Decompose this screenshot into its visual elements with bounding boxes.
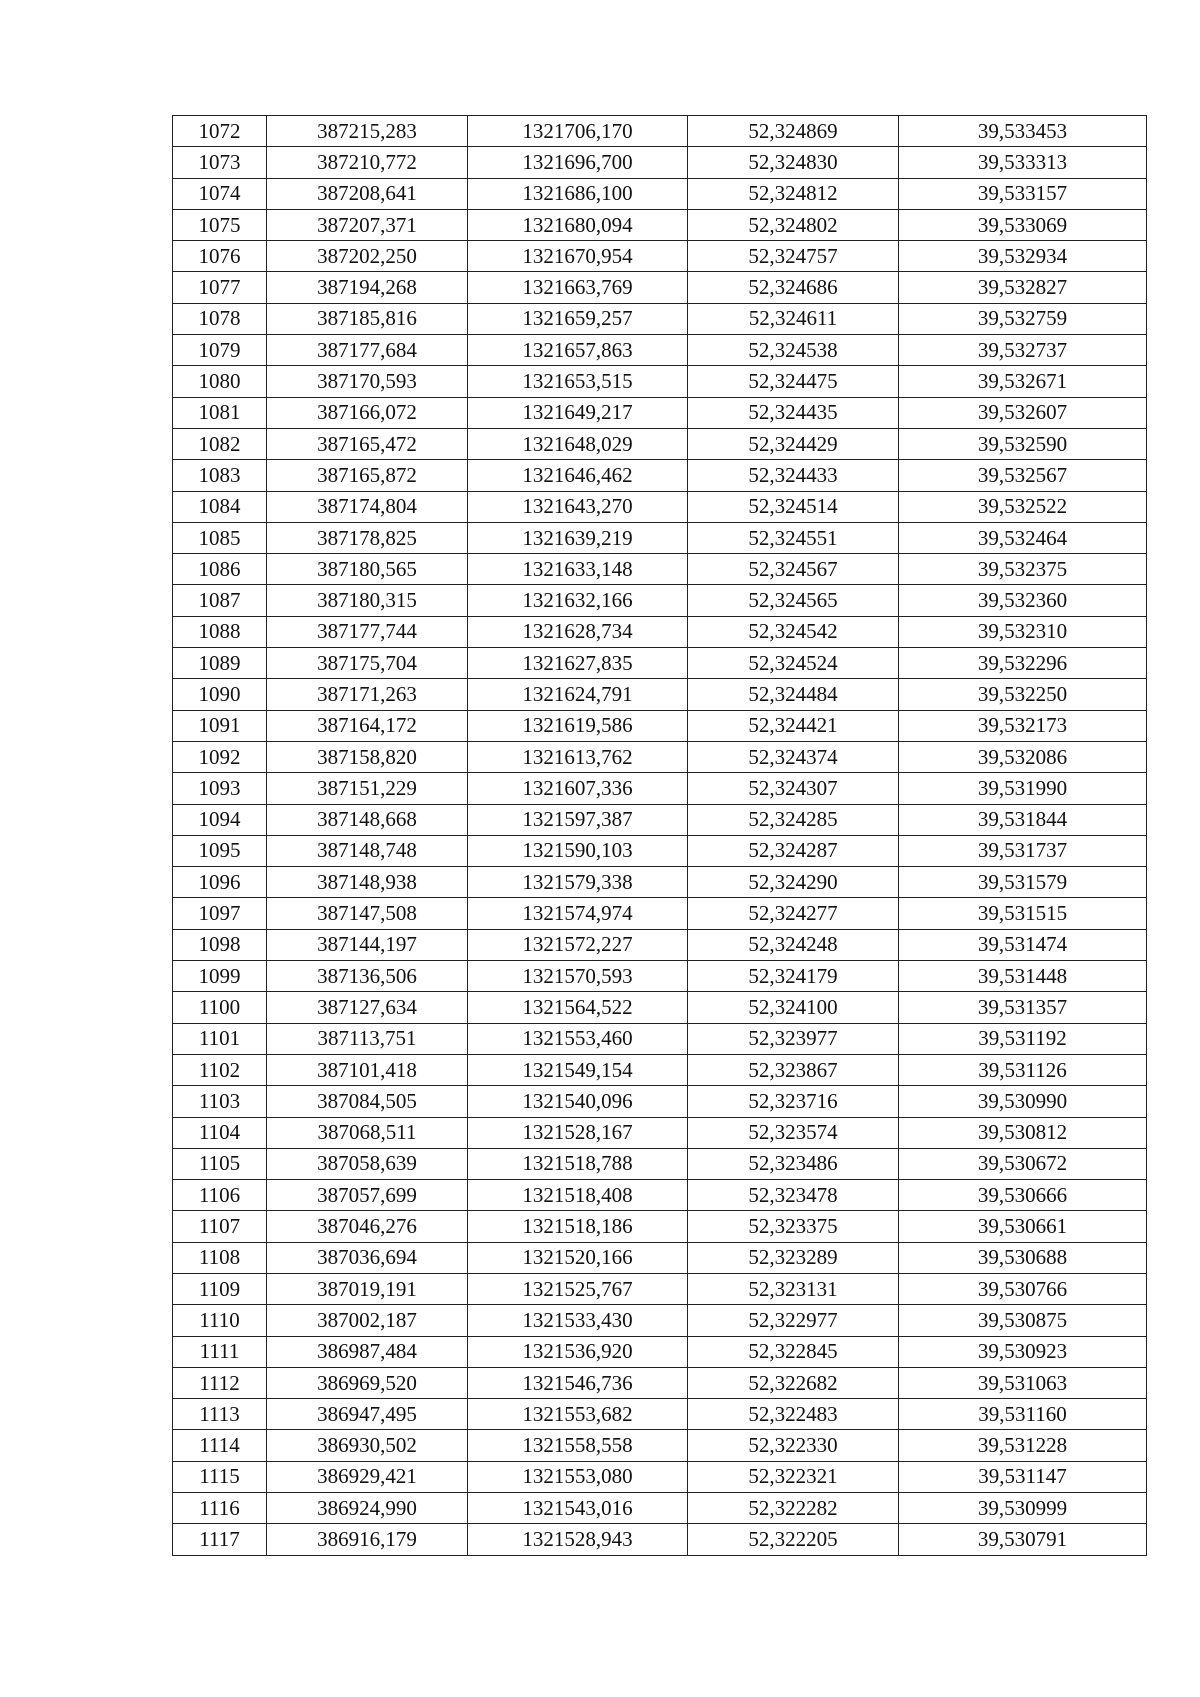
latitude-cell: 52,324524 bbox=[688, 648, 899, 679]
y-coordinate-cell: 1321646,462 bbox=[468, 460, 688, 491]
x-coordinate-cell: 387068,511 bbox=[267, 1117, 468, 1148]
longitude-cell: 39,530688 bbox=[899, 1242, 1147, 1273]
y-coordinate-cell: 1321653,515 bbox=[468, 366, 688, 397]
latitude-cell: 52,322330 bbox=[688, 1430, 899, 1461]
x-coordinate-cell: 387174,804 bbox=[267, 491, 468, 522]
table-row bbox=[173, 554, 1147, 585]
longitude-cell: 39,532759 bbox=[899, 303, 1147, 334]
y-coordinate-cell: 1321574,974 bbox=[468, 898, 688, 929]
point-number-cell: 1114 bbox=[173, 1430, 267, 1461]
latitude-cell: 52,324290 bbox=[688, 867, 899, 898]
longitude-cell: 39,532827 bbox=[899, 272, 1147, 303]
y-coordinate-cell: 1321633,148 bbox=[468, 554, 688, 585]
longitude-cell: 39,531737 bbox=[899, 835, 1147, 866]
latitude-cell: 52,324287 bbox=[688, 835, 899, 866]
longitude-cell: 39,530791 bbox=[899, 1524, 1147, 1555]
x-coordinate-cell: 387158,820 bbox=[267, 741, 468, 772]
y-coordinate-cell: 1321628,734 bbox=[468, 616, 688, 647]
longitude-cell: 39,532375 bbox=[899, 554, 1147, 585]
point-number-cell: 1106 bbox=[173, 1180, 267, 1211]
point-number-cell: 1103 bbox=[173, 1086, 267, 1117]
longitude-cell: 39,530661 bbox=[899, 1211, 1147, 1242]
x-coordinate-cell: 387177,744 bbox=[267, 616, 468, 647]
x-coordinate-cell: 387215,283 bbox=[267, 116, 468, 147]
longitude-cell: 39,533157 bbox=[899, 178, 1147, 209]
x-coordinate-cell: 386924,990 bbox=[267, 1493, 468, 1524]
y-coordinate-cell: 1321525,767 bbox=[468, 1273, 688, 1304]
longitude-cell: 39,531160 bbox=[899, 1399, 1147, 1430]
point-number-cell: 1090 bbox=[173, 679, 267, 710]
longitude-cell: 39,530766 bbox=[899, 1273, 1147, 1304]
x-coordinate-cell: 387148,938 bbox=[267, 867, 468, 898]
y-coordinate-cell: 1321624,791 bbox=[468, 679, 688, 710]
x-coordinate-cell: 387127,634 bbox=[267, 992, 468, 1023]
table-row bbox=[173, 773, 1147, 804]
longitude-cell: 39,531126 bbox=[899, 1054, 1147, 1085]
latitude-cell: 52,323131 bbox=[688, 1273, 899, 1304]
longitude-cell: 39,532086 bbox=[899, 741, 1147, 772]
latitude-cell: 52,324475 bbox=[688, 366, 899, 397]
point-number-cell: 1079 bbox=[173, 335, 267, 366]
latitude-cell: 52,324285 bbox=[688, 804, 899, 835]
y-coordinate-cell: 1321518,408 bbox=[468, 1180, 688, 1211]
point-number-cell: 1077 bbox=[173, 272, 267, 303]
x-coordinate-cell: 387165,472 bbox=[267, 428, 468, 459]
x-coordinate-cell: 386929,421 bbox=[267, 1461, 468, 1492]
point-number-cell: 1085 bbox=[173, 522, 267, 553]
table-row bbox=[173, 1180, 1147, 1211]
x-coordinate-cell: 387144,197 bbox=[267, 929, 468, 960]
table-row bbox=[173, 397, 1147, 428]
y-coordinate-cell: 1321649,217 bbox=[468, 397, 688, 428]
table-row bbox=[173, 1493, 1147, 1524]
latitude-cell: 52,323867 bbox=[688, 1054, 899, 1085]
table-row bbox=[173, 1336, 1147, 1367]
x-coordinate-cell: 386987,484 bbox=[267, 1336, 468, 1367]
latitude-cell: 52,324435 bbox=[688, 397, 899, 428]
longitude-cell: 39,532296 bbox=[899, 648, 1147, 679]
y-coordinate-cell: 1321546,736 bbox=[468, 1367, 688, 1398]
y-coordinate-cell: 1321619,586 bbox=[468, 710, 688, 741]
table-row bbox=[173, 648, 1147, 679]
latitude-cell: 52,324757 bbox=[688, 241, 899, 272]
latitude-cell: 52,324484 bbox=[688, 679, 899, 710]
longitude-cell: 39,532590 bbox=[899, 428, 1147, 459]
longitude-cell: 39,532737 bbox=[899, 335, 1147, 366]
point-number-cell: 1112 bbox=[173, 1367, 267, 1398]
point-number-cell: 1101 bbox=[173, 1023, 267, 1054]
latitude-cell: 52,324248 bbox=[688, 929, 899, 960]
y-coordinate-cell: 1321520,166 bbox=[468, 1242, 688, 1273]
latitude-cell: 52,324514 bbox=[688, 491, 899, 522]
latitude-cell: 52,322682 bbox=[688, 1367, 899, 1398]
longitude-cell: 39,531844 bbox=[899, 804, 1147, 835]
point-number-cell: 1093 bbox=[173, 773, 267, 804]
longitude-cell: 39,532173 bbox=[899, 710, 1147, 741]
point-number-cell: 1104 bbox=[173, 1117, 267, 1148]
point-number-cell: 1089 bbox=[173, 648, 267, 679]
latitude-cell: 52,324869 bbox=[688, 116, 899, 147]
table-row bbox=[173, 428, 1147, 459]
table-row bbox=[173, 679, 1147, 710]
latitude-cell: 52,322977 bbox=[688, 1305, 899, 1336]
point-number-cell: 1075 bbox=[173, 209, 267, 240]
point-number-cell: 1073 bbox=[173, 147, 267, 178]
longitude-cell: 39,533069 bbox=[899, 209, 1147, 240]
table-row bbox=[173, 1524, 1147, 1555]
y-coordinate-cell: 1321558,558 bbox=[468, 1430, 688, 1461]
longitude-cell: 39,532671 bbox=[899, 366, 1147, 397]
y-coordinate-cell: 1321579,338 bbox=[468, 867, 688, 898]
longitude-cell: 39,532360 bbox=[899, 585, 1147, 616]
point-number-cell: 1076 bbox=[173, 241, 267, 272]
x-coordinate-cell: 387202,250 bbox=[267, 241, 468, 272]
longitude-cell: 39,531357 bbox=[899, 992, 1147, 1023]
point-number-cell: 1072 bbox=[173, 116, 267, 147]
table-row bbox=[173, 209, 1147, 240]
y-coordinate-cell: 1321564,522 bbox=[468, 992, 688, 1023]
x-coordinate-cell: 387147,508 bbox=[267, 898, 468, 929]
longitude-cell: 39,532250 bbox=[899, 679, 1147, 710]
table-row bbox=[173, 1054, 1147, 1085]
x-coordinate-cell: 387208,641 bbox=[267, 178, 468, 209]
y-coordinate-cell: 1321540,096 bbox=[468, 1086, 688, 1117]
point-number-cell: 1083 bbox=[173, 460, 267, 491]
latitude-cell: 52,324611 bbox=[688, 303, 899, 334]
table-row bbox=[173, 366, 1147, 397]
point-number-cell: 1116 bbox=[173, 1493, 267, 1524]
x-coordinate-cell: 387136,506 bbox=[267, 961, 468, 992]
table-row bbox=[173, 1023, 1147, 1054]
x-coordinate-cell: 387151,229 bbox=[267, 773, 468, 804]
point-number-cell: 1113 bbox=[173, 1399, 267, 1430]
y-coordinate-cell: 1321632,166 bbox=[468, 585, 688, 616]
table-row bbox=[173, 929, 1147, 960]
point-number-cell: 1107 bbox=[173, 1211, 267, 1242]
y-coordinate-cell: 1321607,336 bbox=[468, 773, 688, 804]
longitude-cell: 39,531579 bbox=[899, 867, 1147, 898]
x-coordinate-cell: 387113,751 bbox=[267, 1023, 468, 1054]
latitude-cell: 52,322483 bbox=[688, 1399, 899, 1430]
coordinates-table-body bbox=[173, 116, 1147, 1556]
point-number-cell: 1102 bbox=[173, 1054, 267, 1085]
latitude-cell: 52,322321 bbox=[688, 1461, 899, 1492]
latitude-cell: 52,322282 bbox=[688, 1493, 899, 1524]
x-coordinate-cell: 387166,072 bbox=[267, 397, 468, 428]
point-number-cell: 1117 bbox=[173, 1524, 267, 1555]
y-coordinate-cell: 1321648,029 bbox=[468, 428, 688, 459]
table-row bbox=[173, 616, 1147, 647]
table-row bbox=[173, 491, 1147, 522]
point-number-cell: 1098 bbox=[173, 929, 267, 960]
longitude-cell: 39,532607 bbox=[899, 397, 1147, 428]
table-row bbox=[173, 1273, 1147, 1304]
y-coordinate-cell: 1321686,100 bbox=[468, 178, 688, 209]
y-coordinate-cell: 1321553,080 bbox=[468, 1461, 688, 1492]
y-coordinate-cell: 1321670,954 bbox=[468, 241, 688, 272]
point-number-cell: 1078 bbox=[173, 303, 267, 334]
x-coordinate-cell: 387058,639 bbox=[267, 1148, 468, 1179]
longitude-cell: 39,533313 bbox=[899, 147, 1147, 178]
x-coordinate-cell: 387177,684 bbox=[267, 335, 468, 366]
latitude-cell: 52,324551 bbox=[688, 522, 899, 553]
point-number-cell: 1081 bbox=[173, 397, 267, 428]
longitude-cell: 39,530812 bbox=[899, 1117, 1147, 1148]
latitude-cell: 52,324307 bbox=[688, 773, 899, 804]
latitude-cell: 52,324179 bbox=[688, 961, 899, 992]
latitude-cell: 52,324812 bbox=[688, 178, 899, 209]
x-coordinate-cell: 387046,276 bbox=[267, 1211, 468, 1242]
point-number-cell: 1100 bbox=[173, 992, 267, 1023]
latitude-cell: 52,324565 bbox=[688, 585, 899, 616]
x-coordinate-cell: 387180,565 bbox=[267, 554, 468, 585]
latitude-cell: 52,324277 bbox=[688, 898, 899, 929]
table-row bbox=[173, 241, 1147, 272]
x-coordinate-cell: 387148,668 bbox=[267, 804, 468, 835]
y-coordinate-cell: 1321543,016 bbox=[468, 1493, 688, 1524]
x-coordinate-cell: 387175,704 bbox=[267, 648, 468, 679]
table-row bbox=[173, 961, 1147, 992]
longitude-cell: 39,531474 bbox=[899, 929, 1147, 960]
x-coordinate-cell: 387178,825 bbox=[267, 522, 468, 553]
table-row bbox=[173, 992, 1147, 1023]
latitude-cell: 52,324802 bbox=[688, 209, 899, 240]
table-row bbox=[173, 1086, 1147, 1117]
point-number-cell: 1092 bbox=[173, 741, 267, 772]
longitude-cell: 39,531990 bbox=[899, 773, 1147, 804]
y-coordinate-cell: 1321613,762 bbox=[468, 741, 688, 772]
x-coordinate-cell: 386969,520 bbox=[267, 1367, 468, 1398]
latitude-cell: 52,323716 bbox=[688, 1086, 899, 1117]
x-coordinate-cell: 386947,495 bbox=[267, 1399, 468, 1430]
table-row bbox=[173, 1211, 1147, 1242]
table-row bbox=[173, 1117, 1147, 1148]
longitude-cell: 39,531228 bbox=[899, 1430, 1147, 1461]
table-row bbox=[173, 1367, 1147, 1398]
table-row bbox=[173, 303, 1147, 334]
y-coordinate-cell: 1321518,186 bbox=[468, 1211, 688, 1242]
x-coordinate-cell: 386930,502 bbox=[267, 1430, 468, 1461]
point-number-cell: 1095 bbox=[173, 835, 267, 866]
y-coordinate-cell: 1321536,920 bbox=[468, 1336, 688, 1367]
table-row bbox=[173, 585, 1147, 616]
longitude-cell: 39,531515 bbox=[899, 898, 1147, 929]
point-number-cell: 1115 bbox=[173, 1461, 267, 1492]
y-coordinate-cell: 1321553,460 bbox=[468, 1023, 688, 1054]
x-coordinate-cell: 387165,872 bbox=[267, 460, 468, 491]
latitude-cell: 52,324429 bbox=[688, 428, 899, 459]
point-number-cell: 1111 bbox=[173, 1336, 267, 1367]
x-coordinate-cell: 387148,748 bbox=[267, 835, 468, 866]
longitude-cell: 39,532934 bbox=[899, 241, 1147, 272]
x-coordinate-cell: 387019,191 bbox=[267, 1273, 468, 1304]
table-row bbox=[173, 1242, 1147, 1273]
point-number-cell: 1105 bbox=[173, 1148, 267, 1179]
latitude-cell: 52,323977 bbox=[688, 1023, 899, 1054]
y-coordinate-cell: 1321627,835 bbox=[468, 648, 688, 679]
point-number-cell: 1087 bbox=[173, 585, 267, 616]
table-row bbox=[173, 272, 1147, 303]
point-number-cell: 1082 bbox=[173, 428, 267, 459]
x-coordinate-cell: 387185,816 bbox=[267, 303, 468, 334]
longitude-cell: 39,531147 bbox=[899, 1461, 1147, 1492]
longitude-cell: 39,532310 bbox=[899, 616, 1147, 647]
y-coordinate-cell: 1321680,094 bbox=[468, 209, 688, 240]
longitude-cell: 39,531448 bbox=[899, 961, 1147, 992]
latitude-cell: 52,324538 bbox=[688, 335, 899, 366]
table-row bbox=[173, 835, 1147, 866]
table-row bbox=[173, 1461, 1147, 1492]
point-number-cell: 1074 bbox=[173, 178, 267, 209]
table-row bbox=[173, 1430, 1147, 1461]
y-coordinate-cell: 1321528,943 bbox=[468, 1524, 688, 1555]
point-number-cell: 1097 bbox=[173, 898, 267, 929]
latitude-cell: 52,324686 bbox=[688, 272, 899, 303]
latitude-cell: 52,324830 bbox=[688, 147, 899, 178]
y-coordinate-cell: 1321533,430 bbox=[468, 1305, 688, 1336]
table-row bbox=[173, 867, 1147, 898]
table-row bbox=[173, 898, 1147, 929]
latitude-cell: 52,323289 bbox=[688, 1242, 899, 1273]
y-coordinate-cell: 1321643,270 bbox=[468, 491, 688, 522]
y-coordinate-cell: 1321549,154 bbox=[468, 1054, 688, 1085]
longitude-cell: 39,530875 bbox=[899, 1305, 1147, 1336]
latitude-cell: 52,324100 bbox=[688, 992, 899, 1023]
latitude-cell: 52,322205 bbox=[688, 1524, 899, 1555]
coordinates-table bbox=[172, 115, 1147, 1556]
latitude-cell: 52,323574 bbox=[688, 1117, 899, 1148]
point-number-cell: 1088 bbox=[173, 616, 267, 647]
latitude-cell: 52,324433 bbox=[688, 460, 899, 491]
table-row bbox=[173, 147, 1147, 178]
table-row bbox=[173, 335, 1147, 366]
y-coordinate-cell: 1321597,387 bbox=[468, 804, 688, 835]
y-coordinate-cell: 1321706,170 bbox=[468, 116, 688, 147]
x-coordinate-cell: 387036,694 bbox=[267, 1242, 468, 1273]
point-number-cell: 1091 bbox=[173, 710, 267, 741]
latitude-cell: 52,324567 bbox=[688, 554, 899, 585]
x-coordinate-cell: 387002,187 bbox=[267, 1305, 468, 1336]
x-coordinate-cell: 387164,172 bbox=[267, 710, 468, 741]
point-number-cell: 1084 bbox=[173, 491, 267, 522]
point-number-cell: 1096 bbox=[173, 867, 267, 898]
point-number-cell: 1099 bbox=[173, 961, 267, 992]
x-coordinate-cell: 387210,772 bbox=[267, 147, 468, 178]
x-coordinate-cell: 387207,371 bbox=[267, 209, 468, 240]
x-coordinate-cell: 387194,268 bbox=[267, 272, 468, 303]
table-row bbox=[173, 1148, 1147, 1179]
longitude-cell: 39,532522 bbox=[899, 491, 1147, 522]
longitude-cell: 39,531192 bbox=[899, 1023, 1147, 1054]
x-coordinate-cell: 387101,418 bbox=[267, 1054, 468, 1085]
longitude-cell: 39,531063 bbox=[899, 1367, 1147, 1398]
y-coordinate-cell: 1321570,593 bbox=[468, 961, 688, 992]
x-coordinate-cell: 387180,315 bbox=[267, 585, 468, 616]
point-number-cell: 1108 bbox=[173, 1242, 267, 1273]
table-row bbox=[173, 1305, 1147, 1336]
y-coordinate-cell: 1321572,227 bbox=[468, 929, 688, 960]
latitude-cell: 52,324374 bbox=[688, 741, 899, 772]
y-coordinate-cell: 1321659,257 bbox=[468, 303, 688, 334]
longitude-cell: 39,530999 bbox=[899, 1493, 1147, 1524]
latitude-cell: 52,323478 bbox=[688, 1180, 899, 1211]
longitude-cell: 39,532567 bbox=[899, 460, 1147, 491]
y-coordinate-cell: 1321639,219 bbox=[468, 522, 688, 553]
longitude-cell: 39,533453 bbox=[899, 116, 1147, 147]
point-number-cell: 1086 bbox=[173, 554, 267, 585]
table-row bbox=[173, 741, 1147, 772]
longitude-cell: 39,530923 bbox=[899, 1336, 1147, 1367]
x-coordinate-cell: 387084,505 bbox=[267, 1086, 468, 1117]
point-number-cell: 1094 bbox=[173, 804, 267, 835]
x-coordinate-cell: 387171,263 bbox=[267, 679, 468, 710]
point-number-cell: 1080 bbox=[173, 366, 267, 397]
latitude-cell: 52,324542 bbox=[688, 616, 899, 647]
y-coordinate-cell: 1321696,700 bbox=[468, 147, 688, 178]
point-number-cell: 1109 bbox=[173, 1273, 267, 1304]
x-coordinate-cell: 387170,593 bbox=[267, 366, 468, 397]
table-row bbox=[173, 710, 1147, 741]
y-coordinate-cell: 1321518,788 bbox=[468, 1148, 688, 1179]
latitude-cell: 52,322845 bbox=[688, 1336, 899, 1367]
table-row bbox=[173, 460, 1147, 491]
table-row bbox=[173, 178, 1147, 209]
y-coordinate-cell: 1321590,103 bbox=[468, 835, 688, 866]
table-row bbox=[173, 522, 1147, 553]
latitude-cell: 52,323486 bbox=[688, 1148, 899, 1179]
x-coordinate-cell: 387057,699 bbox=[267, 1180, 468, 1211]
point-number-cell: 1110 bbox=[173, 1305, 267, 1336]
latitude-cell: 52,324421 bbox=[688, 710, 899, 741]
table-row bbox=[173, 804, 1147, 835]
table-row bbox=[173, 116, 1147, 147]
y-coordinate-cell: 1321553,682 bbox=[468, 1399, 688, 1430]
latitude-cell: 52,323375 bbox=[688, 1211, 899, 1242]
y-coordinate-cell: 1321663,769 bbox=[468, 272, 688, 303]
y-coordinate-cell: 1321657,863 bbox=[468, 335, 688, 366]
longitude-cell: 39,530666 bbox=[899, 1180, 1147, 1211]
y-coordinate-cell: 1321528,167 bbox=[468, 1117, 688, 1148]
longitude-cell: 39,532464 bbox=[899, 522, 1147, 553]
longitude-cell: 39,530990 bbox=[899, 1086, 1147, 1117]
longitude-cell: 39,530672 bbox=[899, 1148, 1147, 1179]
x-coordinate-cell: 386916,179 bbox=[267, 1524, 468, 1555]
table-row bbox=[173, 1399, 1147, 1430]
